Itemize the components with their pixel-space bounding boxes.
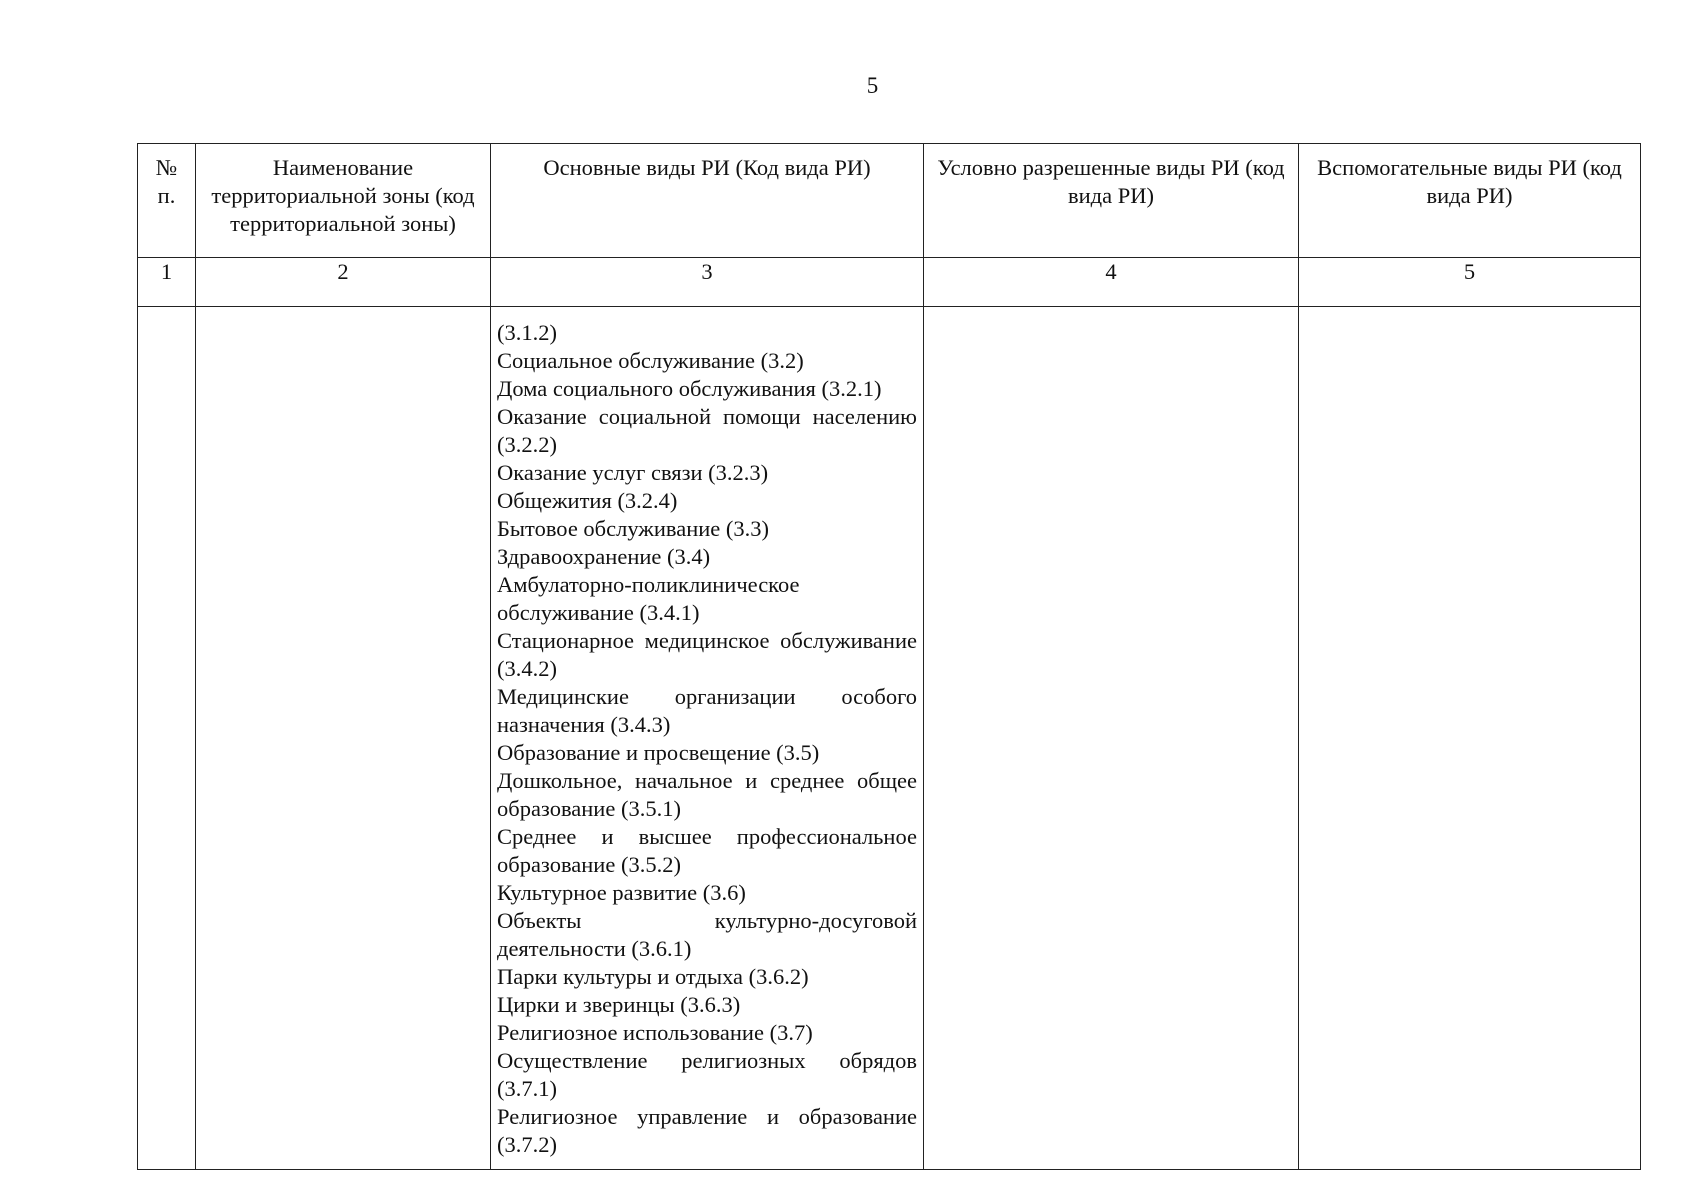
list-item: Оказание социальной помощи населению (3.2.2) xyxy=(497,404,917,457)
header-row xyxy=(138,144,1641,258)
list-item: Цирки и зверинцы (3.6.3) xyxy=(497,992,741,1017)
list-item: Оказание услуг связи (3.2.3) xyxy=(497,460,769,485)
list-item: Осуществление религиозных обрядов (3.7.1) xyxy=(497,1048,917,1101)
column-number-1: 1 xyxy=(138,258,196,307)
list-item: Культурное развитие (3.6) xyxy=(497,880,746,905)
auxiliary-uses-cell xyxy=(1299,307,1641,1170)
column-number-row xyxy=(138,258,1641,307)
main-uses-cell xyxy=(491,307,924,1170)
header-zone-name: Наименование территориальной зоны (код территориальной зоны) xyxy=(196,144,491,258)
list-item: Общежития (3.2.4) xyxy=(497,488,678,513)
list-item: Парки культуры и отдыха (3.6.2) xyxy=(497,964,809,989)
header-auxiliary-uses: Вспомогательные виды РИ (код вида РИ) xyxy=(1299,144,1641,258)
column-number-2: 2 xyxy=(196,258,491,307)
list-item: Медицинские организации особого назначения (3.4.3) xyxy=(497,684,917,737)
column-number-4: 4 xyxy=(924,258,1299,307)
column-number-3: 3 xyxy=(491,258,924,307)
list-item: Амбулаторно-поликлиническое обслуживание (3.4.1) xyxy=(497,572,800,625)
row-number-cell xyxy=(138,307,196,1170)
list-item: Образование и просвещение (3.5) xyxy=(497,740,820,765)
zoning-table xyxy=(137,143,1641,1170)
zone-name-cell xyxy=(196,307,491,1170)
list-item: Религиозное управление и образование (3.7.2) xyxy=(497,1104,917,1157)
list-item: Здравоохранение (3.4) xyxy=(497,544,711,569)
list-item: Религиозное использование (3.7) xyxy=(497,1020,813,1045)
page-number: 5 xyxy=(866,73,879,98)
list-item: Социальное обслуживание (3.2) xyxy=(497,348,804,373)
list-item: Среднее и высшее профессиональное образование (3.5.2) xyxy=(497,824,917,877)
main-uses-list xyxy=(491,307,923,1169)
list-item: Объекты культурно-досуговой деятельности (3.6.1) xyxy=(497,908,917,961)
column-number-5: 5 xyxy=(1299,258,1641,307)
list-item: Бытовое обслуживание (3.3) xyxy=(497,516,769,541)
list-item: (3.1.2) xyxy=(497,320,557,345)
list-item: Дошкольное, начальное и среднее общее образование (3.5.1) xyxy=(497,768,917,821)
header-main-uses: Основные виды РИ (Код вида РИ) xyxy=(491,144,924,258)
table-row xyxy=(138,307,1641,1170)
conditional-uses-cell xyxy=(924,307,1299,1170)
header-conditional-uses: Условно разрешенные виды РИ (код вида РИ) xyxy=(924,144,1299,258)
list-item: Дома социального обслуживания (3.2.1) xyxy=(497,376,882,401)
header-number: № п. xyxy=(138,144,196,258)
list-item: Стационарное медицинское обслуживание (3.4.2) xyxy=(497,628,917,681)
